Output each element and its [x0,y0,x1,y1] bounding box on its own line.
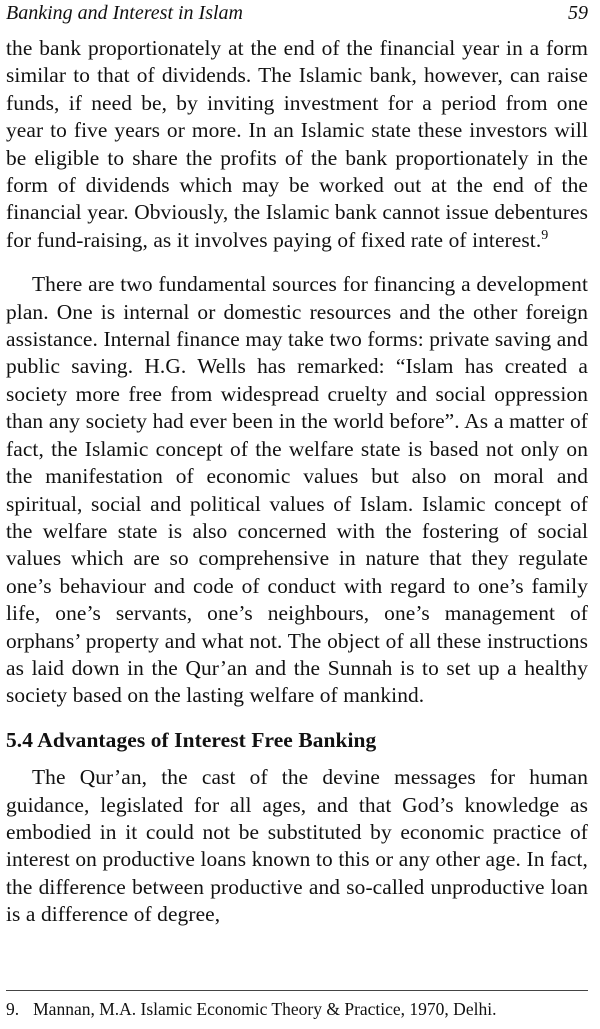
paragraph-1-text: the bank proportionately at the end of the financial year in a form similar to that of dividends. The Islamic bank, however, can raise funds, if need be, by inviting investment for a period from one year to five years or more. In an Islamic state these investors will be eligible to share the profits of the bank proportionately in the form of dividends which may be worked out at the end of the financial year. Obviously, the Islamic bank cannot issue debentures for fund-raising, as it involves paying of fixed rate of interest. [6,36,588,252]
paragraph-2: There are two fundamental sources for financing a development plan. One is internal or domestic resources and the other foreign assistance. Internal finance may take two forms: private saving and public saving. H.G. Wells has remarked: “Islam has created a society more free from widespread cruelty and social oppression than any society had ever been in the world before”. As a matter of fact, the Islamic concept of the welfare state is based not only on the manifestation of economic values but also on moral and spiritual, social and political values of Islam. Islamic concept of the welfare state is also concerned with the fostering of social values which are so comprehensive in nature that they regulate one’s behaviour and code of conduct with regard to one’s family life, one’s servants, one’s neighbours, one’s management of orphans’ property and what not. The object of all these instructions as laid down in the Qur’an and the Sunnah is to set up a healthy society based on the lasting welfare of mankind. [6,272,588,708]
footnote-divider [6,990,588,991]
running-head [6,2,588,28]
body-text [6,35,588,946]
paragraph-3: The Qur’an, the cast of the devine messages for human guidance, legislated for all ages, and that God’s knowledge as embodied in it could not be substituted by economic practice of interest on productive loans known to this or any other age. In fact, the difference between productive and so-called unproductive loan is a difference of degree, [6,765,588,927]
footnote-reference: 9 [541,227,549,243]
section-heading: 5.4 Advantages of Interest Free Banking [6,727,377,752]
footnote [6,999,496,1020]
footnote-text: Mannan, M.A. Islamic Economic Theory & Practice, 1970, Delhi. [33,999,497,1019]
paragraph-1 [6,35,588,254]
page-number: 59 [568,2,588,24]
footnote-number: 9. [6,999,20,1019]
running-head-title: Banking and Interest in Islam [6,2,244,24]
